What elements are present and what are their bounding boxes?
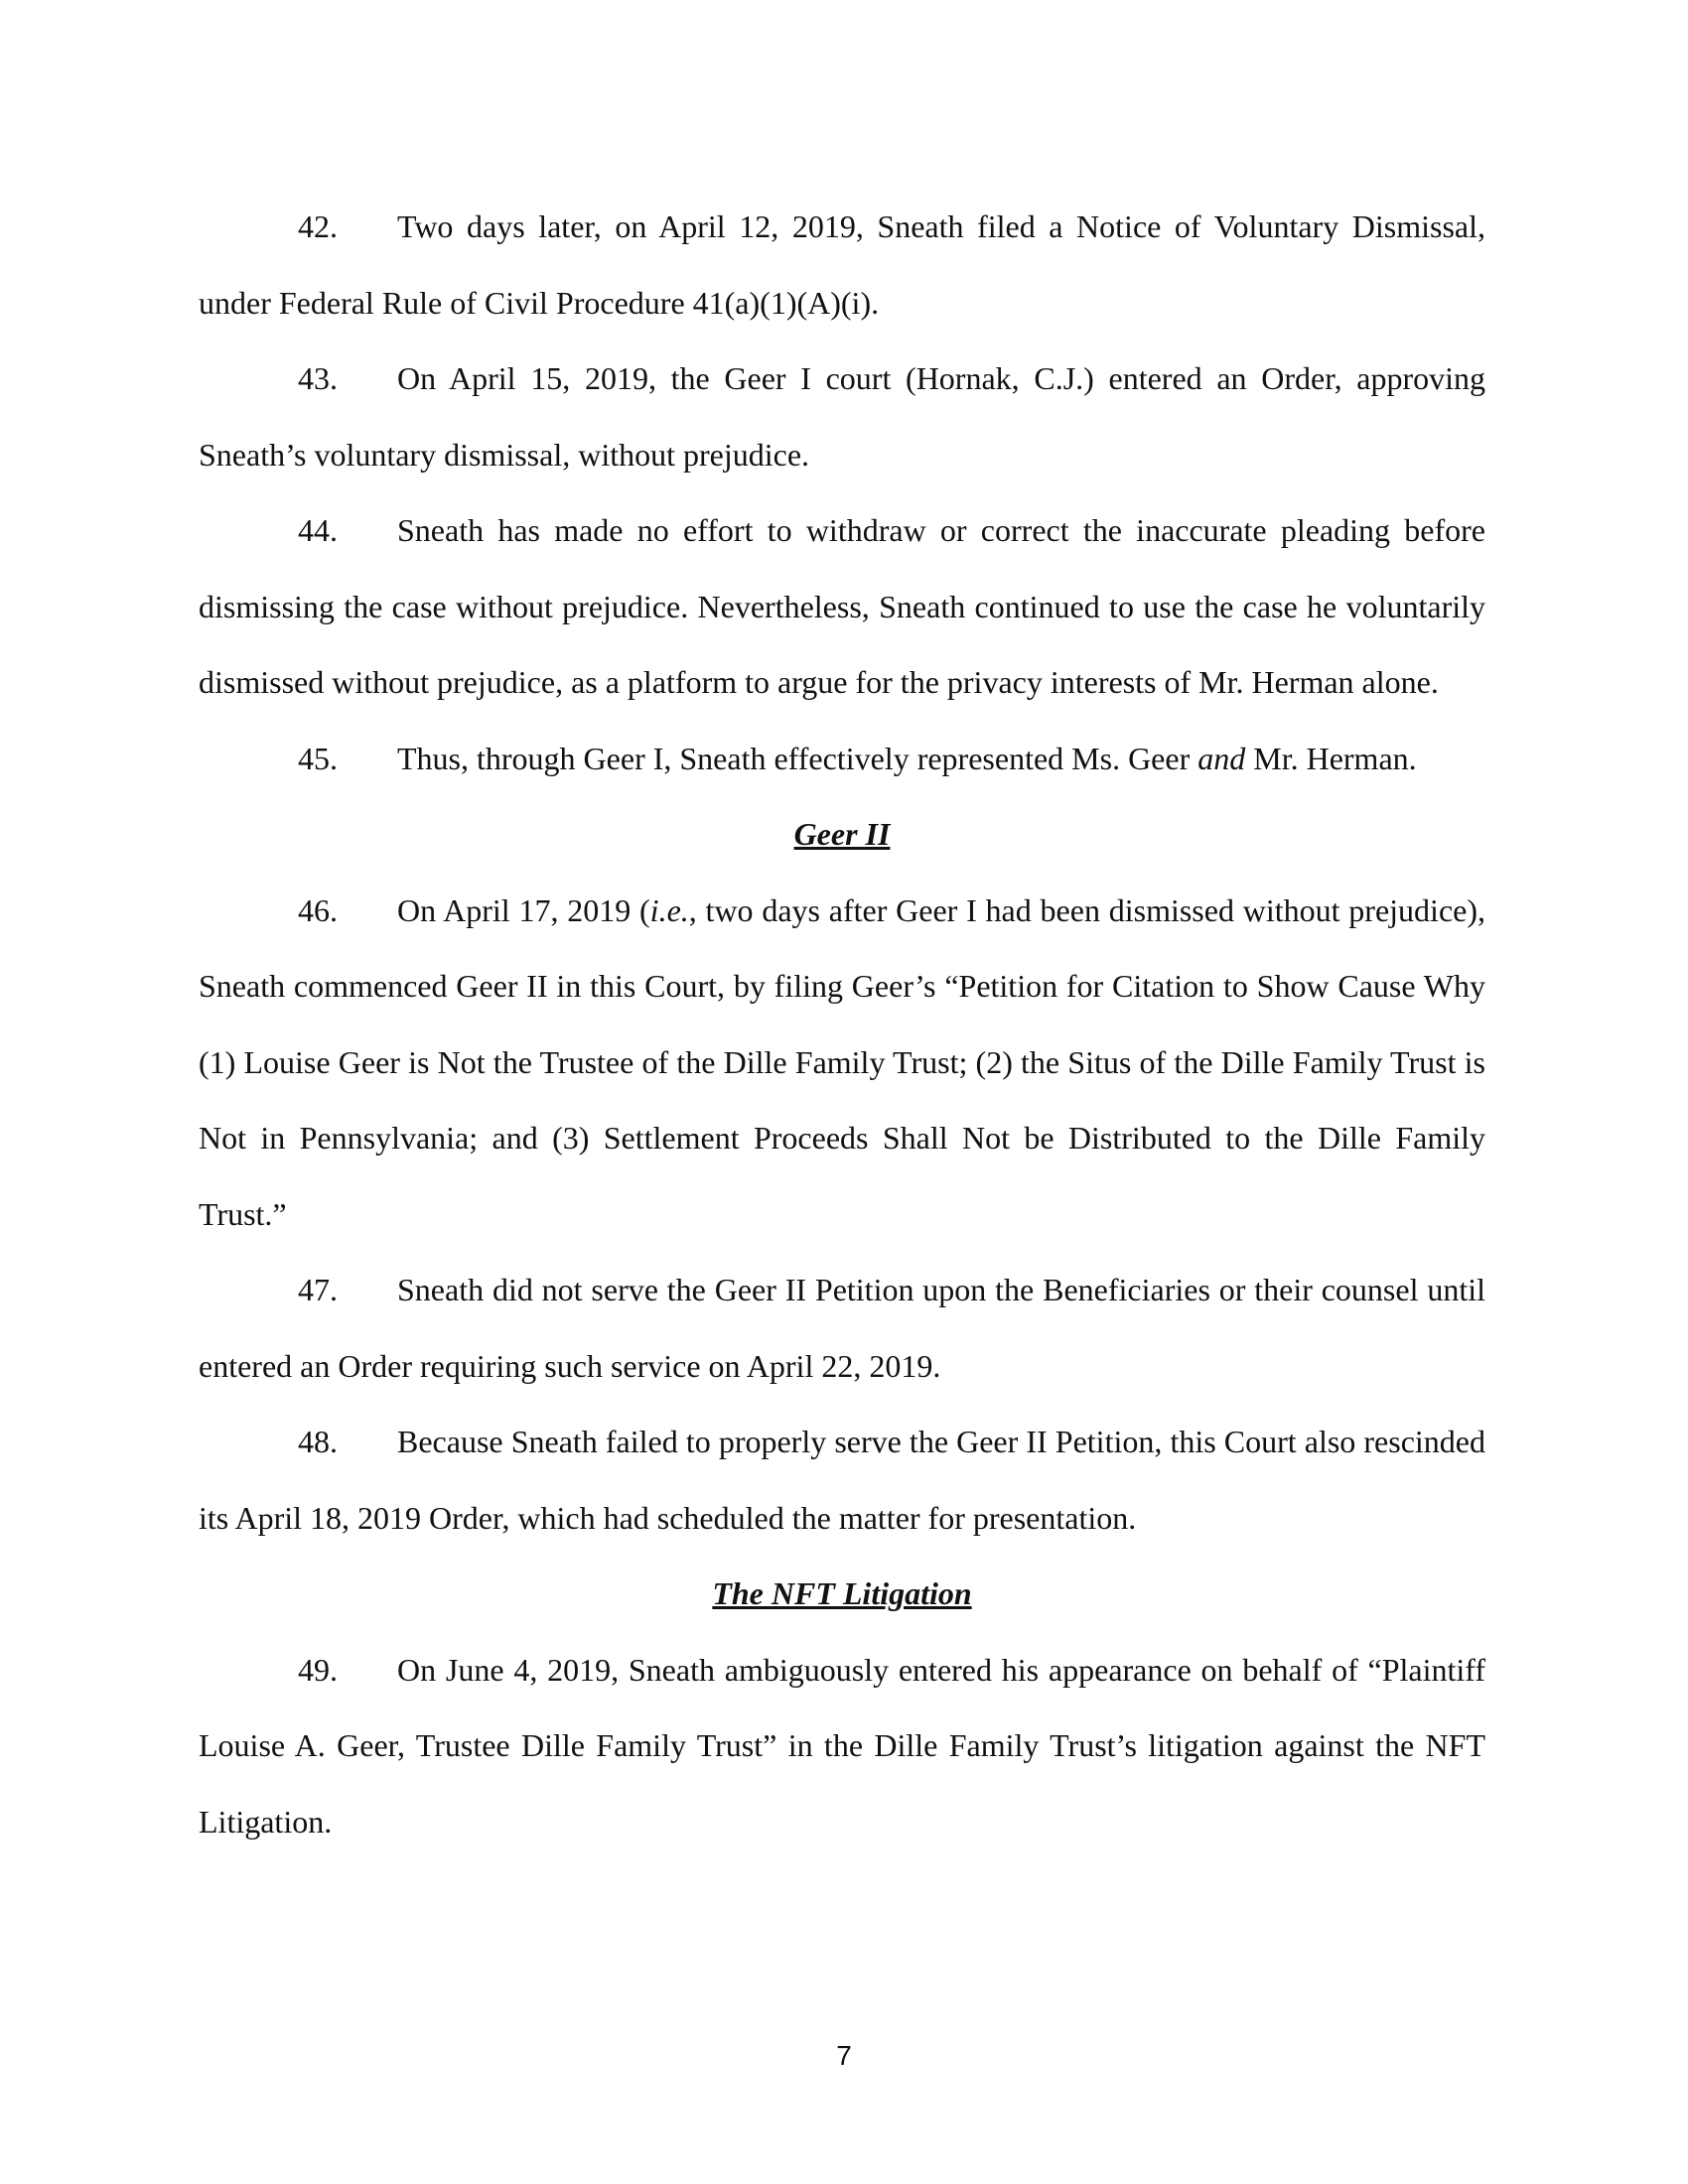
paragraph-emphasis: and <box>1197 740 1246 776</box>
paragraph-emphasis: i.e. <box>649 891 689 928</box>
paragraph-text: Sneath did not serve the Geer II Petition upon the Beneficiaries or their counsel until entered an Order requiring such service on April 22, 2019. <box>199 1272 1485 1384</box>
paragraph-number: 48. <box>298 1424 338 1459</box>
paragraph-46 <box>199 873 1485 1253</box>
paragraph-text: Mr. Herman. <box>1245 740 1417 776</box>
paragraph-42 <box>199 189 1485 341</box>
section-heading-nft-litigation: The NFT Litigation <box>712 1575 972 1611</box>
paragraph-number: 42. <box>298 208 338 244</box>
paragraph-text: On April 17, 2019 ( <box>397 891 650 928</box>
paragraph-number: 44. <box>298 512 338 548</box>
paragraph-text: On April 15, 2019, the Geer I court (Hornak, C.J.) entered an Order, approving Sneath’s voluntary dismissal, without prejudice. <box>199 360 1485 473</box>
page-number: 7 <box>836 2040 852 2071</box>
paragraph-number: 45. <box>298 740 338 776</box>
paragraph-number: 43. <box>298 360 338 396</box>
paragraph-44 <box>199 492 1485 721</box>
section-heading-geer-ii: Geer II <box>793 816 891 852</box>
paragraph-text: , two days after Geer I had been dismissed without prejudice), Sneath commenced Geer II in this Court, by filing Geer’s “Petition for Citation to Show Cause Why (1) Louise Geer is Not the Trustee of the Dille Family Trust; (2) the Situs of the Dille Family Trust is Not in Pennsylvania; and (3) Settlement Proceeds Shall Not be Distributed to the Dille Family Trust.” <box>199 891 1485 1232</box>
paragraph-48 <box>199 1404 1485 1556</box>
paragraph-text: Two days later, on April 12, 2019, Sneath filed a Notice of Voluntary Dismissal, under Federal Rule of Civil Procedure 41(a)(1)(A)(i). <box>199 208 1485 321</box>
paragraph-47 <box>199 1252 1485 1404</box>
paragraph-text: Thus, through Geer I, Sneath effectively represented Ms. Geer <box>397 740 1198 776</box>
paragraph-45 <box>199 721 1485 797</box>
paragraph-number: 49. <box>298 1651 338 1688</box>
paragraph-43 <box>199 341 1485 492</box>
paragraph-number: 46. <box>298 891 338 928</box>
document-body <box>199 189 1485 1859</box>
paragraph-number: 47. <box>298 1272 338 1307</box>
paragraph-text: Because Sneath failed to properly serve the Geer II Petition, this Court also rescinded its April 18, 2019 Order, which had scheduled the matter for presentation. <box>199 1424 1485 1536</box>
paragraph-49 <box>199 1632 1485 1860</box>
paragraph-text: Sneath has made no effort to withdraw or correct the inaccurate pleading before dismissing the case without prejudice. Nevertheless, Sneath continued to use the case he voluntarily dismissed without prejudice, as a platform to argue for the privacy interests of Mr. Herman alone. <box>199 512 1485 700</box>
paragraph-text: On June 4, 2019, Sneath ambiguously entered his appearance on behalf of “Plaintiff Louise A. Geer, Trustee Dille Family Trust” in the Dille Family Trust’s litigation against the NFT Litigation. <box>199 1651 1485 1840</box>
